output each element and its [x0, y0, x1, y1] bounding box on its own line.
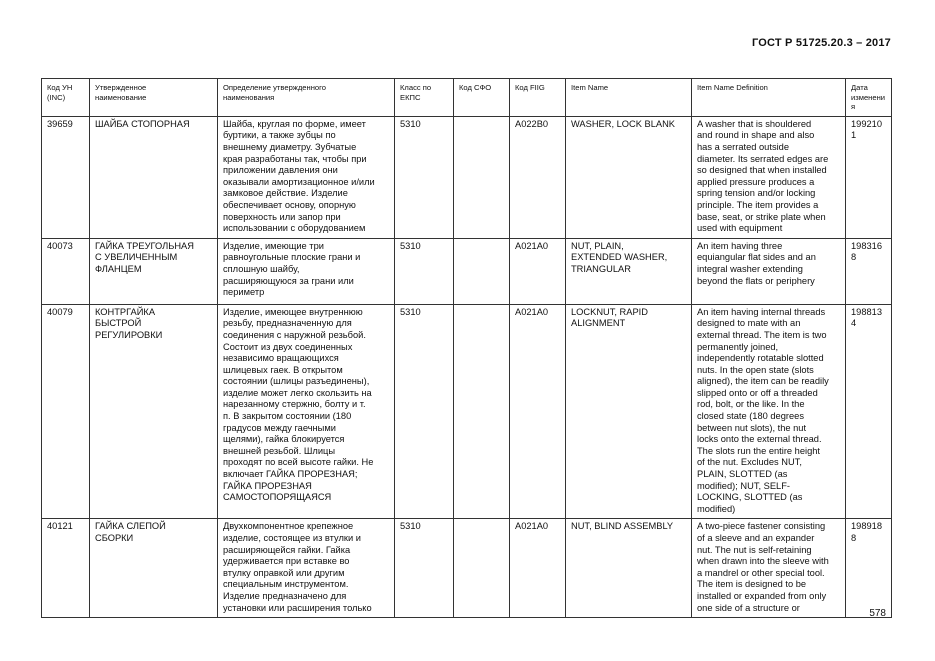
cell-ekps-class: 5310 — [395, 304, 454, 519]
col-header-item-definition: Item Name Definition — [692, 79, 846, 117]
cell-fiig-code: A021A0 — [510, 519, 566, 618]
table-header-row — [42, 79, 892, 117]
col-header-sfo-code: Код СФО — [454, 79, 510, 117]
cell-inc: 40073 — [42, 238, 90, 304]
cell-inc: 39659 — [42, 116, 90, 238]
table-row — [42, 116, 892, 238]
cell-item-definition: An item having three equiangular flat sides and an integral washer extending beyond the flats or periphery — [692, 238, 846, 304]
cell-change-date: 1988134 — [846, 304, 892, 519]
cell-approved-name: ШАЙБА СТОПОРНАЯ — [90, 116, 218, 238]
cell-change-date: 1989188 — [846, 519, 892, 618]
cell-item-name: WASHER, LOCK BLANK — [566, 116, 692, 238]
col-header-fiig-code: Код FIIG — [510, 79, 566, 117]
col-header-inc: Код УН (INC) — [42, 79, 90, 117]
cell-inc: 40121 — [42, 519, 90, 618]
col-header-ekps-class: Класс по ЕКПС — [395, 79, 454, 117]
cell-definition: Изделие, имеющие три равноугольные плоские грани и сплошную шайбу, расширяющуюся за грани или периметр — [218, 238, 395, 304]
col-header-approved-name: Утвержденное наименование — [90, 79, 218, 117]
cell-change-date: 1983168 — [846, 238, 892, 304]
cell-item-definition: A two-piece fastener consisting of a sleeve and an expander nut. The nut is self-retaining when drawn into the sleeve with a mandrel or other special tool. The item is designed to be installed or expanded from only one side of a structure or — [692, 519, 846, 618]
cell-ekps-class: 5310 — [395, 116, 454, 238]
col-header-item-name: Item Name — [566, 79, 692, 117]
items-table — [41, 78, 892, 618]
cell-item-name: NUT, BLIND ASSEMBLY — [566, 519, 692, 618]
cell-item-name: LOCKNUT, RAPID ALIGNMENT — [566, 304, 692, 519]
cell-change-date: 1992101 — [846, 116, 892, 238]
cell-item-definition: A washer that is shouldered and round in shape and also has a serrated outside diameter. Its serrated edges are so designed that when installed applied pressure produces a spring tension and/or locking principle. The item provides a base, seat, or strike plate when used with equipment — [692, 116, 846, 238]
cell-inc: 40079 — [42, 304, 90, 519]
cell-approved-name: ГАЙКА ТРЕУГОЛЬНАЯ С УВЕЛИЧЕННЫМ ФЛАНЦЕМ — [90, 238, 218, 304]
cell-item-definition: An item having internal threads designed to mate with an external thread. The item is two permanently joined, independently rotatable slotted nuts. In the open state (slots aligned), the item can be readily slipped onto or off a threaded rod, bolt, or the like. In the closed state (180 degrees between nut slots), the nut locks onto the external thread. The slots run the entire height of the nut. Excludes NUT, PLAIN, SLOTTED (as modified); NUT, SELF- LOCKING, SLOTTED (as modified) — [692, 304, 846, 519]
cell-fiig-code: A022B0 — [510, 116, 566, 238]
cell-fiig-code: A021A0 — [510, 304, 566, 519]
cell-sfo-code — [454, 519, 510, 618]
page-number: 578 — [869, 608, 886, 619]
cell-fiig-code: A021A0 — [510, 238, 566, 304]
table-row — [42, 304, 892, 519]
cell-approved-name: ГАЙКА СЛЕПОЙ СБОРКИ — [90, 519, 218, 618]
cell-sfo-code — [454, 238, 510, 304]
cell-ekps-class: 5310 — [395, 519, 454, 618]
cell-sfo-code — [454, 116, 510, 238]
cell-sfo-code — [454, 304, 510, 519]
document-title: ГОСТ Р 51725.20.3 – 2017 — [751, 37, 891, 49]
cell-item-name: NUT, PLAIN, EXTENDED WASHER, TRIANGULAR — [566, 238, 692, 304]
cell-ekps-class: 5310 — [395, 238, 454, 304]
cell-definition: Шайба, круглая по форме, имеет буртики, а также зубцы по внешнему диаметру. Зубчатые края разработаны так, чтобы при приложении давления они оказывали амортизационное и/или замковое действие. Изделие обеспечивает основу, опорную поверхность или запор при использовании с оборудованием — [218, 116, 395, 238]
table-row — [42, 238, 892, 304]
cell-definition: Двухкомпонентное крепежное изделие, состоящее из втулки и расширяющейся гайки. Гайка удерживается при вставке во втулку оправкой или другим специальным инструментом. Изделие предназначено для установки или расширения только — [218, 519, 395, 618]
col-header-definition: Определение утвержденного наименования — [218, 79, 395, 117]
cell-definition: Изделие, имеющее внутреннюю резьбу, предназначенную для соединения с наружной резьбой. Состоит из двух соединенных независимо вращающихся шлицевых гаек. В открытом состоянии (шлицы разъединены), изделие может легко скользить на нарезанному стержню, болту и т. п. В закрытом состоянии (180 градусов между гаечными щелями), гайка блокируется внешней резьбой. Шлицы проходят по всей высоте гайки. Не включает ГАЙКА ПРОРЕЗНАЯ; ГАЙКА ПРОРЕЗНАЯ САМОСТОПОРЯЩАЯСЯ — [218, 304, 395, 519]
col-header-change-date: Дата изменения — [846, 79, 892, 117]
cell-approved-name: КОНТРГАЙКА БЫСТРОЙ РЕГУЛИРОВКИ — [90, 304, 218, 519]
table-row — [42, 519, 892, 618]
